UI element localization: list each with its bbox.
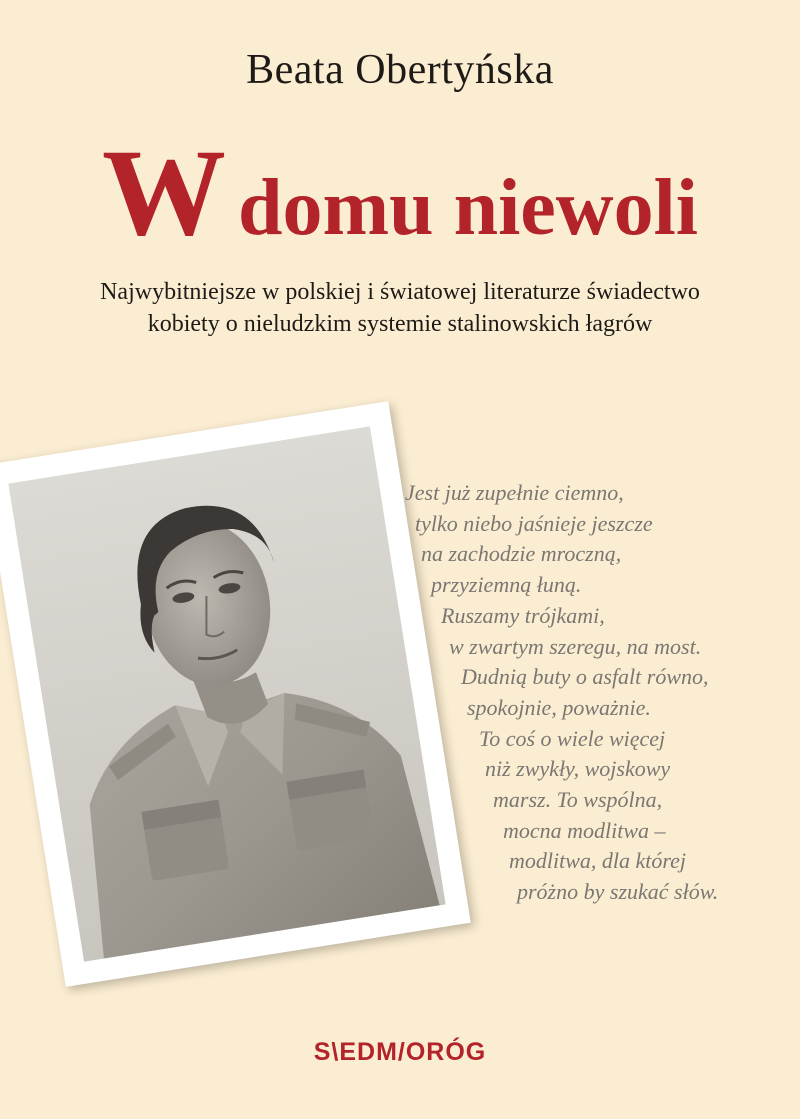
book-title xyxy=(0,124,800,273)
publisher-logo: S\EDM/ORÓG xyxy=(313,1038,487,1066)
subtitle-line-1: Najwybitniejsze w polskiej i światowej literaturze świadectwo xyxy=(100,279,700,305)
author-name: Beata Obertyńska xyxy=(246,47,554,93)
poem-line: Jest już zupełnie ciemno, xyxy=(405,480,624,505)
poem-line: marsz. To wspólna, xyxy=(493,787,663,813)
poem-line: spokojnie, poważnie. xyxy=(467,694,651,720)
title-initial: W xyxy=(101,124,224,261)
poem-line: tylko niebo jaśnieje jeszcze xyxy=(415,510,653,536)
poem-line: mocna modlitwa – xyxy=(503,817,666,843)
author-portrait-photo xyxy=(8,426,445,961)
poem-line: w zwartym szeregu, na most. xyxy=(449,633,702,659)
poem-line: przyziemną łuną. xyxy=(431,572,582,598)
portrait-illustration xyxy=(8,426,445,961)
poem-excerpt xyxy=(405,478,795,908)
poem-line: na zachodzie mroczną, xyxy=(421,541,622,567)
subtitle xyxy=(0,276,800,340)
poem-line: próżno by szukać słów. xyxy=(517,879,719,905)
poem-line: To coś o wiele więcej xyxy=(479,725,666,751)
subtitle-line-2: kobiety o nieludzkim systemie stalinowskich łagrów xyxy=(147,311,653,337)
photo-frame xyxy=(0,401,471,987)
poem-line: modlitwa, dla której xyxy=(509,848,687,874)
poem-line: Ruszamy trójkami, xyxy=(441,602,605,628)
poem-line: Dudnią buty o asfalt równo, xyxy=(461,664,709,690)
title-rest: domu niewoli xyxy=(237,164,699,252)
poem-line: niż zwykły, wojskowy xyxy=(485,756,671,782)
